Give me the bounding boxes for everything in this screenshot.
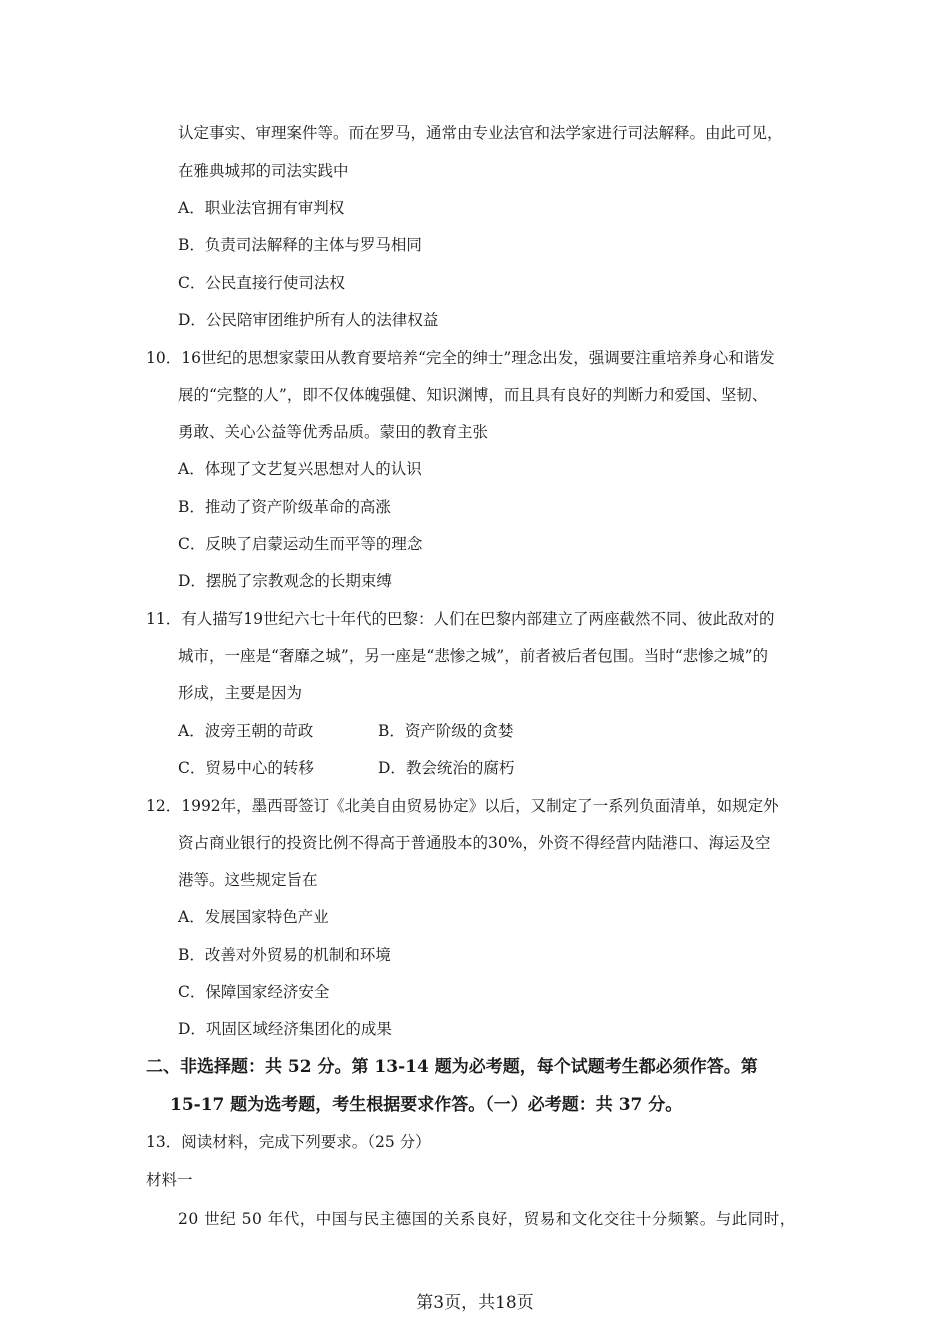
q12-line-1: 12．1992年，墨西哥签订《北美自由贸易协定》以后，又制定了一系列负面清单，如规定外	[146, 797, 779, 815]
q10-line-2: 展的“完整的人”，即不仅体魄强健、知识渊博，而且具有良好的判断力和爱国、坚韧、	[178, 386, 768, 404]
q11-option-a: A．波旁王朝的苛政	[178, 722, 314, 740]
q12-line-2: 资占商业银行的投资比例不得高于普通股本的30%，外资不得经营内陆港口、海运及空	[178, 834, 771, 852]
q9-option-a: A．职业法官拥有审判权	[178, 199, 345, 217]
q9-line-2: 在雅典城邦的司法实践中	[178, 162, 349, 180]
q11-option-c: C．贸易中心的转移	[178, 759, 314, 777]
q11-option-b: B．资产阶级的贪婪	[378, 722, 514, 740]
q9-option-d: D．公民陪审团维护所有人的法律权益	[178, 311, 439, 329]
q10-option-b: B．推动了资产阶级革命的高涨	[178, 498, 391, 516]
q13-material-line-1: 20 世纪 50 年代，中国与民主德国的关系良好，贸易和文化交往十分频繁。与此同时，	[178, 1210, 796, 1228]
q10-option-d: D．摆脱了宗教观念的长期束缚	[178, 572, 392, 590]
q13-material-label: 材料一	[146, 1171, 193, 1189]
q12-option-b: B．改善对外贸易的机制和环境	[178, 946, 391, 964]
q11-line-3: 形成，主要是因为	[178, 684, 303, 702]
q11-line-1: 11．有人描写19世纪六七十年代的巴黎：人们在巴黎内部建立了两座截然不同、彼此敌对的	[146, 610, 775, 628]
q10-option-c: C．反映了启蒙运动生而平等的理念	[178, 535, 423, 553]
q9-option-b: B．负责司法解释的主体与罗马相同	[178, 236, 422, 254]
q12-option-c: C．保障国家经济安全	[178, 983, 330, 1001]
q10-line-1: 10．16世纪的思想家蒙田从教育要培养“完全的绅士”理念出发，强调要注重培养身心和谐发	[146, 349, 775, 367]
section-2-line-1: 二、非选择题：共 52 分。第 13-14 题为必考题，每个试题考生都必须作答。第	[146, 1057, 758, 1077]
q9-option-c: C．公民直接行使司法权	[178, 274, 345, 292]
q10-option-a: A．体现了文艺复兴思想对人的认识	[178, 460, 422, 478]
page-footer: 第3页，共18页	[416, 1293, 534, 1313]
q11-option-d: D．教会统治的腐朽	[378, 759, 515, 777]
q11-line-2: 城市，一座是“奢靡之城”，另一座是“悲惨之城”，前者被后者包围。当时“悲惨之城”的	[178, 647, 769, 665]
q13-line-1: 13．阅读材料，完成下列要求。（25 分）	[146, 1133, 431, 1151]
q9-line-1: 认定事实、审理案件等。而在罗马，通常由专业法官和法学家进行司法解释。由此可见，	[178, 124, 783, 142]
q10-line-3: 勇敢、关心公益等优秀品质。蒙田的教育主张	[178, 423, 489, 441]
section-2-line-2: 15-17 题为选考题，考生根据要求作答。（一）必考题：共 37 分。	[170, 1095, 683, 1115]
q12-option-d: D．巩固区域经济集团化的成果	[178, 1020, 392, 1038]
q12-line-3: 港等。这些规定旨在	[178, 871, 318, 889]
q12-option-a: A．发展国家特色产业	[178, 908, 329, 926]
